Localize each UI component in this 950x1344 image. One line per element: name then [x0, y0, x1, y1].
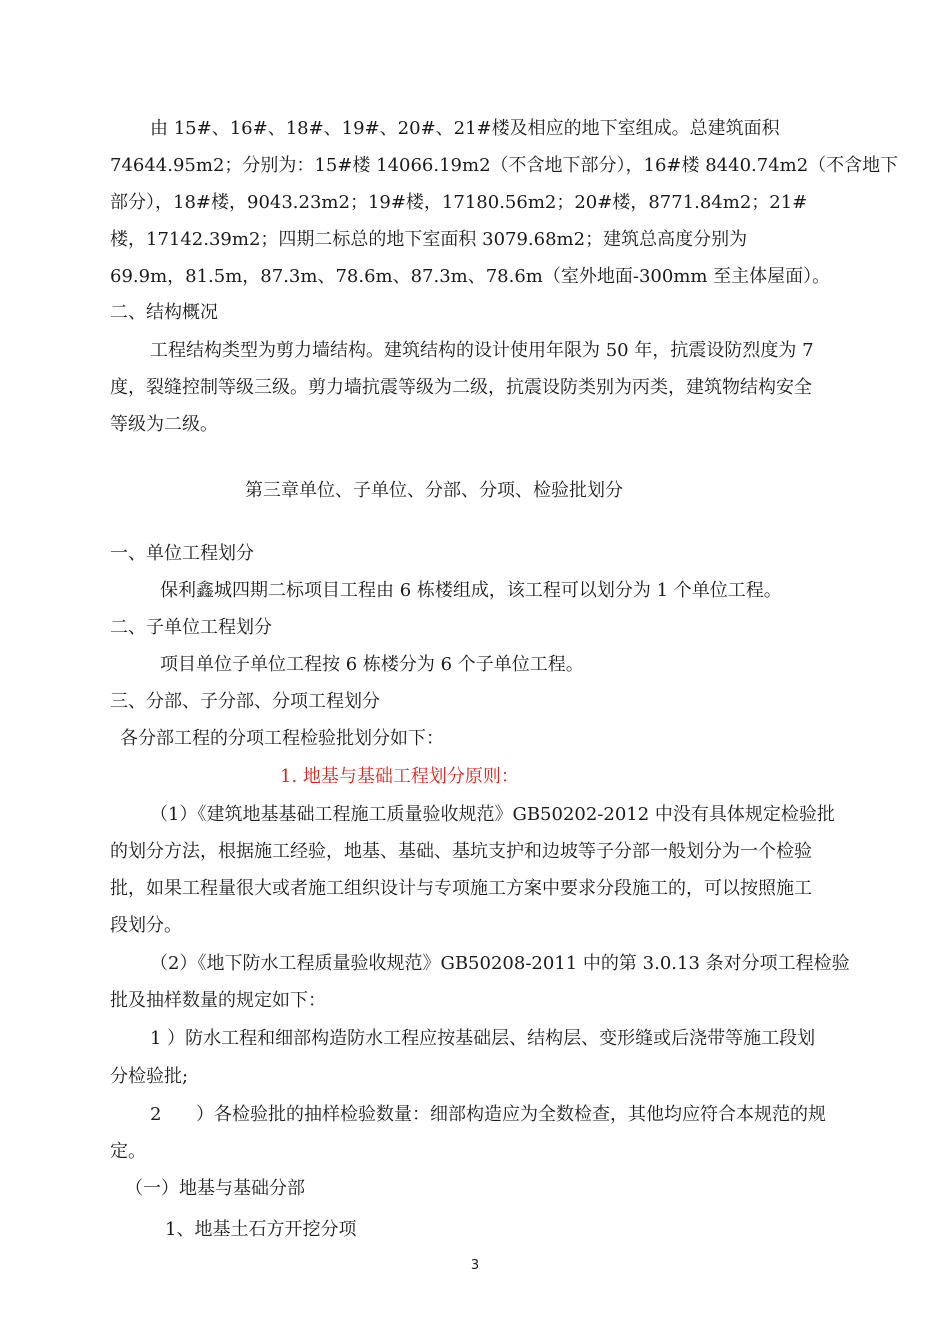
- rule1-line-4: 段划分。: [110, 915, 182, 936]
- chapter-title: 第三章单位、子单位、分部、分项、检验批划分: [245, 480, 623, 501]
- structure-line-3: 等级为二级。: [110, 414, 218, 435]
- rule2-line-1: （2）《地下防水工程质量验收规范》GB50208-2011 中的第 3.0.13 条对分项工程检验: [150, 953, 850, 974]
- overview-line-5: 69.9m，81.5m，87.3m、78.6m、87.3m、78.6m（室外地面-300mm 至主体屋面）。: [110, 266, 831, 287]
- item2-number: 2: [150, 1104, 162, 1125]
- structure-line-2: 度，裂缝控制等级三级。剪力墙抗震等级为二级，抗震设防类别为丙类，建筑物结构安全: [110, 377, 812, 398]
- rule1-line-1: （1）《建筑地基基础工程施工质量验收规范》GB50202-2012 中没有具体规定检验批: [150, 804, 835, 825]
- subunit-heading: 二、子单位工程划分: [110, 617, 272, 638]
- subunit-text: 项目单位子单位工程按 6 栋楼分为 6 个子单位工程。: [160, 654, 584, 675]
- structure-heading: 二、结构概况: [110, 302, 218, 323]
- item2-line-2: 定。: [110, 1141, 146, 1162]
- overview-line-1: 由 15#、16#、18#、19#、20#、21#楼及相应的地下室组成。总建筑面积: [150, 118, 780, 139]
- page-number: 3: [470, 1258, 480, 1273]
- item2-line-1: ）各检验批的抽样检验数量：细部构造应为全数检查，其他均应符合本规范的规: [196, 1104, 826, 1125]
- item1-line-2: 分检验批;: [110, 1066, 189, 1087]
- unit-text: 保利鑫城四期二标项目工程由 6 栋楼组成，该工程可以划分为 1 个单位工程。: [160, 580, 782, 601]
- overview-line-3: 部分），18#楼，9043.23m2；19#楼，17180.56m2；20#楼，8771.84m2；21#: [110, 192, 808, 213]
- structure-line-1: 工程结构类型为剪力墙结构。建筑结构的设计使用年限为 50 年，抗震设防烈度为 7: [150, 340, 814, 361]
- subsection-heading: 1、地基土石方开挖分项: [165, 1219, 357, 1240]
- division-text: 各分部工程的分项工程检验批划分如下：: [120, 728, 444, 749]
- overview-line-2: 74644.95m2；分别为：15#楼 14066.19m2（不含地下部分），16#楼 8440.74m2（不含地下: [110, 155, 899, 176]
- unit-heading: 一、单位工程划分: [110, 543, 254, 564]
- rule1-line-3: 批，如果工程量很大或者施工组织设计与专项施工方案中要求分段施工的，可以按照施工: [110, 878, 812, 899]
- section-heading: （一）地基与基础分部: [125, 1178, 305, 1199]
- rule2-line-2: 批及抽样数量的规定如下：: [110, 990, 326, 1011]
- rule1-line-2: 的划分方法，根据施工经验，地基、基础、基坑支护和边坡等子分部一般划分为一个检验: [110, 841, 812, 862]
- item1-line-1: 1 ）防水工程和细部构造防水工程应按基础层、结构层、变形缝或后浇带等施工段划: [150, 1028, 816, 1049]
- overview-line-4: 楼，17142.39m2；四期二标总的地下室面积 3079.68m2；建筑总高度分别为: [110, 229, 748, 250]
- principle-title: 1. 地基与基础工程划分原则：: [280, 766, 519, 787]
- division-heading: 三、分部、子分部、分项工程划分: [110, 691, 380, 712]
